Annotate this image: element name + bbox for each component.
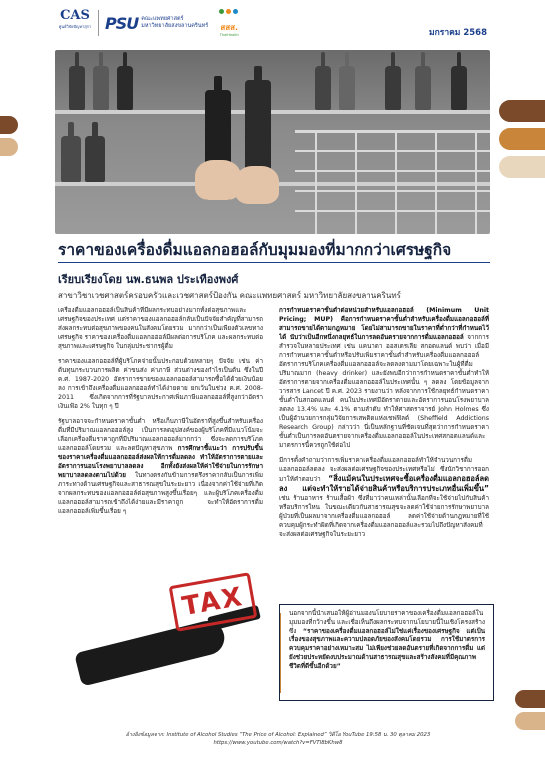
wine-bottle-shape bbox=[74, 617, 228, 686]
bottle-shape bbox=[415, 66, 431, 110]
reference-line: อ้างอิงข้อมูลจาก: Institute of Alcohol Studies “The Price of Alcohol: Explained” วิดีโอ YouTube 19:58 น. 30 ตุลาคม 2023 bbox=[125, 732, 431, 738]
issue-date: มกราคม 2568 bbox=[429, 28, 487, 38]
bottle-shape bbox=[117, 66, 133, 110]
logo-divider bbox=[98, 10, 99, 36]
tax-stamp-text: TAX bbox=[179, 581, 247, 623]
bottle-shape bbox=[451, 66, 467, 110]
paragraph-text: ในทางตรงกันข้ามการตรึงราคากลับเป็นการเพิ่มภาระทางด้านเศรษฐกิจและสาธารณสุขในระยะยาว เนื่องจากค่าใช้จ่ายที่เกิดจากผลกระทบของแอลกอฮอล์ต่อสุขภาพสูงขึ้นเรื่อยๆ และผู้บริโภคเครื่องดื่มแอลกอฮอล์สามารถเข้าถึงได้ง่ายและมีราคาถูก จะทำให้อัตราการดื่มแอลกอฮอล์เพิ่มขึ้นเรื่อย ๆ bbox=[58, 472, 263, 515]
paragraph bbox=[279, 306, 489, 450]
hero-photo bbox=[55, 50, 490, 234]
paragraph-text: รัฐบาลอาจจะกำหนดราคาขั้นต่ำ หรือเก็บภาษีในอัตราที่สูงขึ้นสำหรับเครื่องดื่มที่มีปริมาณแอลกอฮอล์สูง เป็นการลดอุปสงค์ของผู้บริโภคที่มีแนวโน้มจะเลือกเครื่องดื่มราคาถูกที่มีปริมาณแอลกอฮอล์มากกว่า ซึ่งจะลดการบริโภคแอลกอฮอล์โดยรวม และลดปัญหาสุขภาพ bbox=[58, 418, 263, 452]
shelf-line bbox=[55, 110, 490, 114]
reference-footer bbox=[58, 731, 498, 747]
cas-logo-subtitle: ศูนย์วิจัยปัญหาสุรา bbox=[58, 24, 92, 29]
side-bar-right-low bbox=[499, 156, 545, 178]
bottle-shape bbox=[85, 136, 105, 182]
title-divider bbox=[58, 262, 490, 263]
bottle-shape bbox=[339, 66, 355, 110]
paragraph-emphasis: การกำหนดราคาขั้นต่ำต่อหน่วยสำหรับแอลกอฮอล์ (Minimum Unit Pricing; MUP) คือการกำหนดราคาขั้นต่ำสำหรับเครื่องดื่มแอลกอฮอล์ที่สามารถขายได้ตามกฎหมาย โดยไม่สามารถขายในราคาที่ต่ำกว่าที่กำหนดไว้ได้ นับว่าเป็นอีกหนึ่งกลยุทธ์ในการลดอันตรายจากการดื่มแอลกอฮอล์ bbox=[279, 307, 489, 341]
article-author: เรียบเรียงโดย นพ.ธนพล ประเทืองพงศ์ bbox=[58, 273, 239, 286]
psu-logo-mark: PSU bbox=[105, 13, 139, 33]
cas-logo bbox=[58, 8, 92, 38]
side-bar-left-top bbox=[0, 116, 18, 134]
thaihealth-logo bbox=[218, 9, 240, 38]
article-affiliation: สาขาวิชาเวชศาสตร์ครอบครัวและเวชศาสตร์ป้องกัน คณะแพทยศาสตร์ มหาวิทยาลัยสงขลานครินทร์ bbox=[58, 291, 401, 300]
bottle-shape bbox=[385, 66, 401, 110]
psu-logo bbox=[105, 14, 208, 33]
paragraph-emphasis: การศึกษาชี้แนะว่า การปรับขึ้นของราคาเครื่องดื่มแอลกอฮอล์ส่งผลให้การดื่มลดลง ทำให้อัตราการตายและอัตราการนอนโรงพยาบาลลดลง อีกทั้งยังส่งผลให้ค่าใช้จ่ายในการรักษาพยาบาลลดลงตามไปด้วย bbox=[58, 445, 263, 479]
logo-group bbox=[58, 6, 240, 40]
psu-logo-line2: มหาวิทยาลัยสงขลานครินทร์ bbox=[141, 23, 209, 29]
paragraph: ราคาของแอลกอฮอล์ที่ผู้บริโภคจ่ายนั้นประกอบด้วยหลายๆ ปัจจัย เช่น ค่าต้นทุนกระบวนการผลิต ค่าขนส่ง ค่าภาษี ส่วนต่างของกำไรเป็นต้น ซึ่งในปี ค.ศ. 1987-2020 อัตราการขายของแอลกอฮอล์สามารถซื้อได้ด้วยเงินน้อยลง การเข้าถึงเครื่องดื่มแอลกอฮอล์ทำได้ง่ายดาย ยกเว้นในช่วง ค.ศ. 2008-2011 ซึ่งเกิดจากการที่รัฐบาลประกาศเพิ่มภาษีแอลกอฮอล์ที่สูงกว่าอัตราเงินเฟ้อ 2% ในทุก ๆ ปี bbox=[58, 358, 263, 410]
psu-logo-line1: คณะแพทยศาสตร์ bbox=[141, 16, 184, 22]
side-bar-left-mid bbox=[0, 138, 18, 156]
reference-link[interactable]: https://www.youtube.com/watch?v=FVTI8bKhw8 bbox=[213, 740, 343, 746]
page-header bbox=[0, 0, 545, 44]
thaihealth-figure-icon bbox=[218, 9, 240, 23]
paragraph bbox=[58, 417, 263, 516]
paragraph-text: เช่น ร้านอาหาร ร้านเสื้อผ้า ซึ่งที่มาว่าคนเหล่านั้นเลือกที่จะใช้จ่ายไปกับสินค้าหรือบริการใหน ในขณะเดียวกันสาธารณสุขจะลดค่าใช้จ่ายการรักษาพยาบาลผู้ป่วยที่เป็นผลมาจากเครื่องดื่มแอลกอฮอล์ ลดค่าใช้จ่ายด้านกฎหมายที่ใช้ควบคุมผู้กระทำผิดที่เกิดจากเครื่องดื่มแอลกอฮอล์และรวมไปถึงปัญหาสังคมที่จะส่งผลต่อเศรษฐกิจในระยะยาว bbox=[279, 495, 489, 538]
side-bar-right-top bbox=[499, 100, 545, 122]
bottle-shape bbox=[315, 66, 331, 110]
paragraph: เครื่องดื่มแอลกอฮอล์เป็นสินค้าที่มีผลกระทบอย่างมากทั้งต่อสุขภาพและเศรษฐกิจของประเทศ แต่ราคาของแอลกอฮอล์กลับเป็นปัจจัยสำคัญที่สามารถส่งผลกระทบต่อสุขภาพของคนในสังคมโดยรวม มากกว่าเป็นเพียงตัวเลขทางเศรษฐกิจ ราคาของเครื่องดื่มแอลกอฮอล์มีผลต่อการบริโภค และผลกระทบต่อสุขภาพและเศรษฐกิจ ในกลุ่มประชากรผู้ดื่ม bbox=[58, 307, 263, 350]
side-bar-right-mid bbox=[499, 128, 545, 150]
quote-text: นอกจากนี้นำเสนอให้ผู้อ่านมองนโยบายราคาของเครื่องดื่มแอลกอฮอล์ในมุมมองที่กว้างขึ้น และเชื่อเห็นถึงผลกระทบจากนโยบายนี้ในเชิงโครงสร้าง ซึ่ง bbox=[289, 610, 486, 635]
psu-logo-text bbox=[141, 16, 208, 30]
shopping-cart-shape bbox=[295, 130, 490, 234]
bottle-shape bbox=[93, 66, 109, 110]
quote-accent-bar bbox=[279, 613, 281, 693]
tax-stamp bbox=[169, 572, 258, 632]
side-bar-right-bottom2 bbox=[515, 712, 545, 730]
quote-emphasis: “ราคาของเครื่องดื่มแอลกอฮอล์ไม่ใช่แค่เรื่องของเศรษฐกิจ แต่เป็นเรื่องของสุขภาพและความปลอดภัยของสังคมโดยรวม การใช้มาตรการควบคุมราคาอย่างเหมาะสม ไม่เพียงช่วยลดอันตรายที่เกิดจากการดื่ม แต่ยังช่วยประหยัดงบประมาณด้านสาธารณสุขและสร้างสังคมที่มีคุณภาพชีวิตที่ดีขึ้นอีกด้วย” bbox=[289, 627, 485, 670]
thaihealth-logo-name: สสส. bbox=[220, 22, 239, 32]
summary-quote-box bbox=[279, 604, 494, 701]
tax-bottle-image bbox=[58, 565, 268, 703]
paragraph-text: มีการตั้งคำถามว่าการเพิ่มราคาเครื่องดื่มแอลกอฮอล์ทำให้จำนวนการดื่มแอลกอฮอล์ลดลง จะส่งผลต่อเศรษฐกิจของประเทศหรือไม่ ซึ่งนักวิชาการออกมาให้คำตอบว่า bbox=[279, 457, 489, 483]
paragraph-quote: “สิ่งแม้คนในประเทศจะซื้อเครื่องดื่มแอลกอฮอล์ลดลง แต่จะทำให้รายได้จ่ายสินค้าหรือบริการประเภทอื่นเพิ่มขึ้น” bbox=[279, 474, 489, 493]
paragraph bbox=[279, 456, 489, 539]
side-bar-right-bottom bbox=[515, 690, 545, 708]
hand-shape bbox=[235, 166, 279, 204]
article-title: ราคาของเครื่องดื่มแอลกอฮอล์กับมุมมองที่มากกว่าเศรษฐกิจ bbox=[58, 241, 452, 259]
paragraph-text: จากการสำรวจในหลายประเทศ เช่น แคนาดา ออสเตรเลีย สกอตแลนด์ พบว่า เมื่อมีการกำหนดราคาขั้นต่ำหรือปรับเพิ่มราคาขั้นต่ำสำหรับเครื่องดื่มแอลกอฮอล์ อัตราการบริโภคเครื่องดื่มแอลกอฮอล์จะลดลงตามมาโดยเฉพาะในผู้ที่ดื่มปริมาณมาก (heavy drinker) และยังพบอีกว่าการกำหนดราคาขั้นต่ำทำให้อัตราการตายจากเครื่องดื่มแอลกอฮอล์ในประเทศนั้น ๆ ลดลง โดยข้อมูลจากวารสาร Lancet ปี ค.ศ. 2023 รายงานว่า หลังจากการใช้กลยุทธ์กำหนดราคาขั้นต่ำในสกอตแลนด์ คนในประเทศมีอัตราตายและอัตราการนอนโรงพยาบาลลดลง 13.4% และ 4.1% ตามลำดับ ทำให้ศาสตราจารย์ John Holmes ซึ่งเป็นผู้อำนวยการกลุ่มวิจัยการเสพติดแห่งเชฟฟิลด์ (Sheffield Addictions Research Group) กล่าวว่า นี่เป็นหลักฐานที่ชัดเจนที่สุดว่าการกำหนดราคาขั้นต่ำเป็นการลดอันตรายจากเครื่องดื่มแอลกอฮอล์ในประเทศสกอตแลนด์และมาตรการนี้ควรถูกใช้ต่อไป bbox=[279, 334, 489, 449]
thaihealth-logo-subtitle: ThaiHealth bbox=[219, 32, 239, 37]
bottle-shape bbox=[61, 136, 81, 182]
bottle-shape bbox=[69, 66, 85, 110]
cas-logo-mark: CAS bbox=[60, 8, 90, 23]
right-column bbox=[279, 306, 489, 576]
